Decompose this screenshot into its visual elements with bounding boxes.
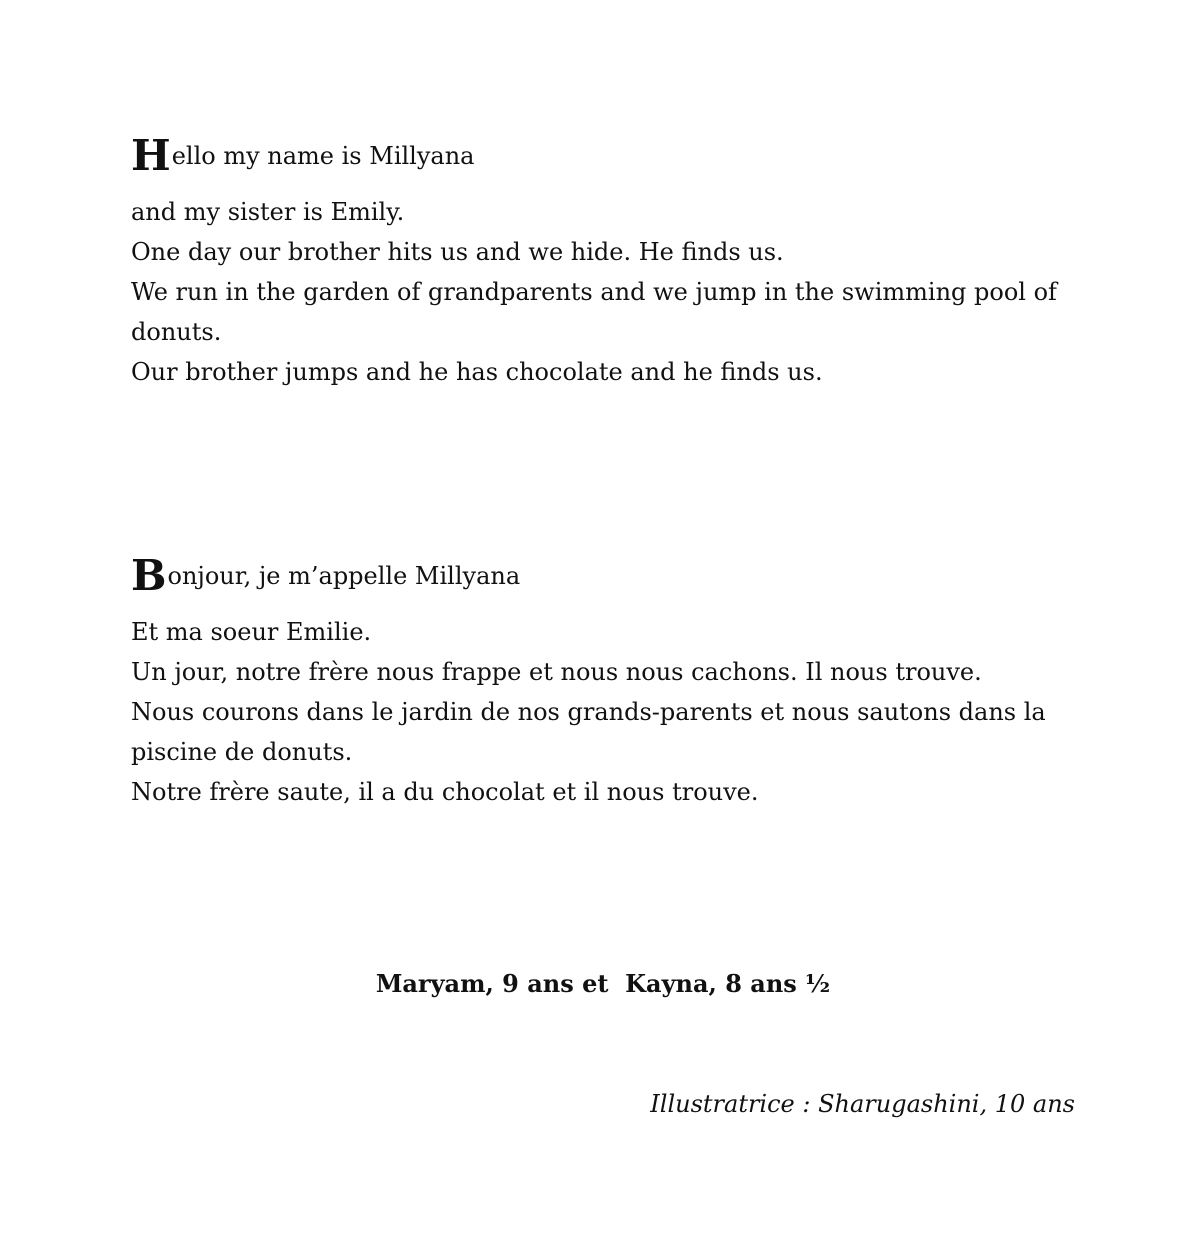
french-paragraph: Un jour, notre frère nous frappe et nous nous cachons. Il nous trouve. <box>131 658 982 686</box>
english-opening-line <box>131 128 1081 178</box>
illustrator-credit: Illustratrice : Sharugashini, 10 ans <box>650 1090 1075 1118</box>
english-paragraph: Our brother jumps and he has chocolate and he finds us. <box>131 358 823 386</box>
authors-credit: Maryam, 9 ans et Kayna, 8 ans ½ <box>375 969 831 998</box>
english-opening-text: ello my name is Millyana <box>171 142 475 170</box>
french-opening-line <box>131 548 1081 598</box>
french-dropcap: B <box>131 551 167 600</box>
french-paragraph: Et ma soeur Emilie. <box>131 618 372 646</box>
english-paragraph: and my sister is Emily. <box>131 198 405 226</box>
english-paragraph: We run in the garden of grandparents and we jump in the swimming pool of donuts. <box>131 278 1057 346</box>
french-paragraph: Nous courons dans le jardin de nos grands-parents et nous sautons dans la piscine de donuts. <box>131 698 1046 766</box>
english-dropcap: H <box>131 131 171 180</box>
french-opening-text: onjour, je m’appelle Millyana <box>167 562 521 590</box>
french-story <box>131 548 1081 812</box>
english-story <box>131 128 1081 392</box>
french-paragraph: Notre frère saute, il a du chocolat et il nous trouve. <box>131 778 759 806</box>
english-paragraph: One day our brother hits us and we hide. He finds us. <box>131 238 784 266</box>
